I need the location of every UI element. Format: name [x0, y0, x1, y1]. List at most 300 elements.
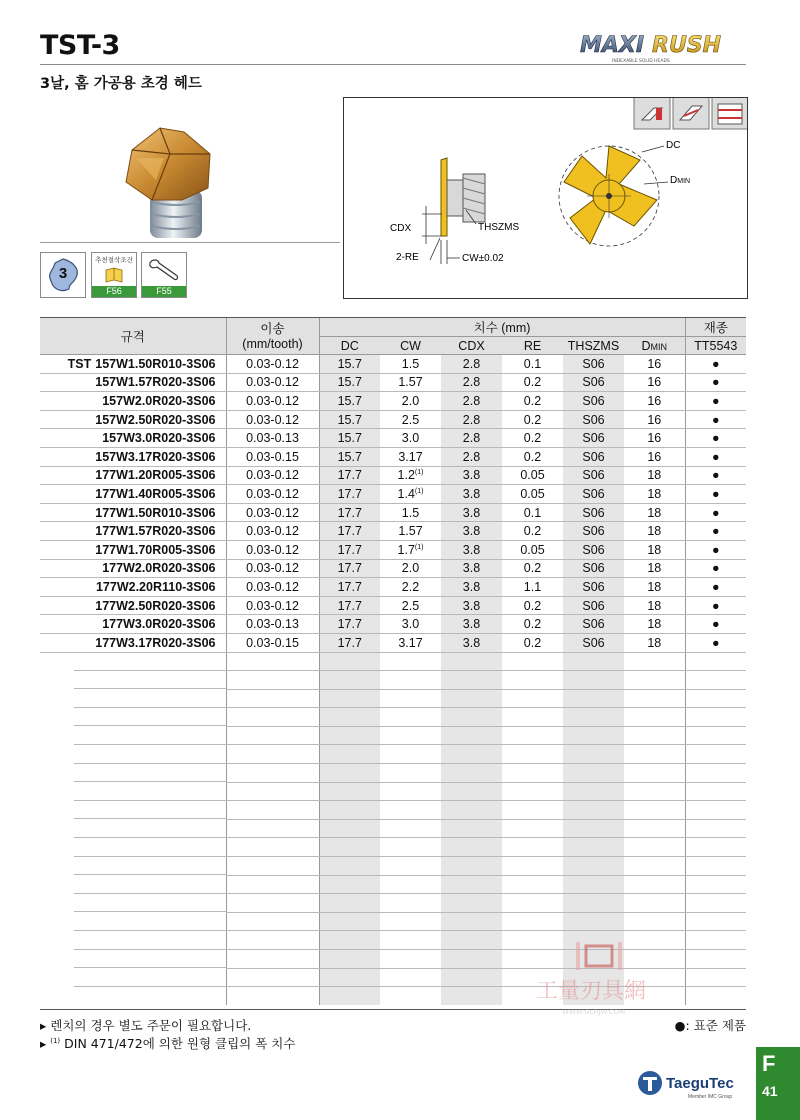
empty-cell — [563, 652, 624, 671]
empty-cell — [380, 708, 441, 727]
code-value: 157W1.57R020-3S06 — [95, 375, 216, 390]
cell-cw-value: 1.2 — [397, 468, 415, 483]
table-row — [40, 410, 746, 429]
empty-cell — [441, 782, 502, 801]
cell-thszms-value: S06 — [582, 524, 605, 539]
cell-dc-value: 17.7 — [337, 617, 362, 632]
cell-re-value: 0.05 — [520, 486, 545, 501]
empty-cell — [226, 894, 319, 913]
empty-row — [40, 652, 746, 671]
code-value: 157W2.0R020-3S06 — [102, 393, 216, 408]
cell-thszms-value: S06 — [582, 393, 605, 408]
code-value: 177W1.57R020-3S06 — [95, 524, 216, 539]
empty-cell — [441, 801, 502, 820]
empty-cell — [502, 838, 563, 857]
cell-dmin-value: 18 — [647, 598, 662, 613]
cell-standard-value: ● — [712, 524, 720, 539]
cell-cdx — [441, 410, 502, 429]
cell-dmin-value: 18 — [647, 468, 662, 483]
cell-code — [40, 633, 226, 652]
cell-dmin-value: 18 — [647, 486, 662, 501]
cell-re-value: 0.2 — [523, 375, 542, 390]
empty-cell — [685, 782, 746, 801]
cell-code — [40, 540, 226, 559]
empty-cell — [226, 931, 319, 950]
empty-cell — [319, 652, 380, 671]
cell-thszms-value: S06 — [582, 486, 605, 501]
cell-dmin — [624, 522, 685, 541]
empty-cell — [502, 745, 563, 764]
empty-row — [40, 708, 746, 727]
cell-feed-value: 0.03-0.15 — [246, 449, 299, 464]
cell-code — [40, 615, 226, 634]
empty-cell — [40, 819, 226, 838]
table-row — [40, 540, 746, 559]
cell-thszms-value: S06 — [582, 635, 605, 650]
cell-cdx — [441, 485, 502, 504]
empty-cell — [40, 726, 226, 745]
empty-cell — [226, 801, 319, 820]
header-cdx: CDX — [441, 337, 502, 355]
cell-thszms-value: S06 — [582, 542, 605, 557]
empty-cell — [319, 708, 380, 727]
taegutec-logo — [636, 1068, 744, 1102]
cell-cw-value: 3.17 — [398, 635, 423, 650]
empty-cell — [226, 689, 319, 708]
cell-standard — [685, 540, 746, 559]
cell-standard-value: ● — [712, 431, 720, 446]
cell-cw — [380, 447, 441, 466]
header-spec: 규격 — [40, 318, 226, 355]
page-number: 41 — [762, 1083, 778, 1099]
empty-cell — [624, 894, 685, 913]
code-value: 157W3.17R020-3S06 — [95, 449, 216, 464]
cell-dc — [319, 447, 380, 466]
side-view — [390, 158, 519, 264]
cell-feed — [226, 559, 319, 578]
code-value: 177W2.50R020-3S06 — [95, 598, 216, 613]
cell-cw-value: 2.2 — [401, 579, 420, 594]
empty-cell — [380, 726, 441, 745]
empty-cell — [441, 819, 502, 838]
cell-dc — [319, 466, 380, 485]
cell-cdx — [441, 503, 502, 522]
code-value: 177W1.50R010-3S06 — [95, 505, 216, 520]
empty-cell — [226, 968, 319, 987]
empty-cell — [380, 875, 441, 894]
empty-cell — [502, 708, 563, 727]
empty-cell — [563, 726, 624, 745]
empty-cell — [685, 838, 746, 857]
cell-dmin — [624, 447, 685, 466]
cell-cdx — [441, 633, 502, 652]
empty-cell — [40, 931, 226, 950]
cell-standard-value: ● — [712, 635, 720, 650]
cell-cdx — [441, 355, 502, 374]
cell-standard — [685, 485, 746, 504]
cell-thszms-value: S06 — [582, 505, 605, 520]
cutting-conditions-page: F56 — [92, 286, 136, 297]
empty-cell — [226, 726, 319, 745]
empty-cell — [685, 894, 746, 913]
empty-cell — [380, 652, 441, 671]
cell-cw — [380, 355, 441, 374]
label-re: 2-RE — [396, 252, 419, 263]
cell-cw — [380, 392, 441, 411]
cell-cw — [380, 485, 441, 504]
empty-cell — [441, 726, 502, 745]
empty-cell — [624, 819, 685, 838]
empty-cell — [226, 838, 319, 857]
cell-dc-value: 17.7 — [337, 579, 362, 594]
cell-feed — [226, 485, 319, 504]
cell-dmin — [624, 355, 685, 374]
label-thszms: THSZMS — [478, 222, 520, 233]
cell-thszms-value: S06 — [582, 375, 605, 390]
empty-row — [40, 726, 746, 745]
cell-cdx-value: 3.8 — [462, 635, 481, 650]
cell-thszms-value: S06 — [582, 617, 605, 632]
cell-standard-value: ● — [712, 375, 720, 390]
cell-feed-value: 0.03-0.12 — [246, 393, 299, 408]
cell-dmin-value: 18 — [647, 524, 662, 539]
cell-dc-value: 17.7 — [337, 542, 362, 557]
cell-feed-value: 0.03-0.12 — [246, 505, 299, 520]
empty-row — [40, 671, 746, 690]
cell-dc-value: 15.7 — [337, 431, 362, 446]
empty-cell — [441, 931, 502, 950]
table-row — [40, 578, 746, 597]
cell-cdx-value: 3.8 — [462, 524, 481, 539]
cell-dc — [319, 355, 380, 374]
empty-cell — [685, 968, 746, 987]
cell-feed-value: 0.03-0.12 — [246, 579, 299, 594]
empty-cell — [502, 819, 563, 838]
cell-dmin-value: 18 — [647, 579, 662, 594]
empty-cell — [563, 875, 624, 894]
empty-cell — [40, 689, 226, 708]
table-row — [40, 503, 746, 522]
cell-dmin — [624, 540, 685, 559]
empty-cell — [685, 912, 746, 931]
empty-cell — [563, 782, 624, 801]
cell-thszms-value: S06 — [582, 431, 605, 446]
cell-dmin — [624, 485, 685, 504]
cell-cdx-value: 2.8 — [462, 431, 481, 446]
empty-cell — [380, 987, 441, 1005]
empty-cell — [685, 857, 746, 876]
cell-thszms — [563, 633, 624, 652]
cell-dmin — [624, 615, 685, 634]
cw-footnote-ref: (1) — [414, 543, 424, 551]
cell-re-value: 0.1 — [523, 356, 542, 371]
empty-cell — [319, 819, 380, 838]
cell-dmin — [624, 373, 685, 392]
empty-cell — [441, 894, 502, 913]
cell-re-value: 1.1 — [523, 579, 542, 594]
cell-feed-value: 0.03-0.12 — [246, 468, 299, 483]
logo-rush: RUSH — [652, 33, 722, 58]
empty-cell — [563, 745, 624, 764]
cell-dc — [319, 596, 380, 615]
empty-cell — [624, 875, 685, 894]
note-wrench: ▸ 렌치의 경우 별도 주문이 필요합니다. — [40, 1018, 252, 1033]
cell-dmin-value: 16 — [647, 412, 662, 427]
table-row — [40, 392, 746, 411]
empty-row — [40, 894, 746, 913]
empty-cell — [40, 745, 226, 764]
cell-dmin — [624, 410, 685, 429]
empty-cell — [226, 652, 319, 671]
cell-dmin-value: 18 — [647, 561, 662, 576]
empty-cell — [319, 931, 380, 950]
empty-cell — [380, 894, 441, 913]
cell-cw — [380, 559, 441, 578]
cell-dc-value: 17.7 — [337, 635, 362, 650]
empty-cell — [502, 875, 563, 894]
product-photo — [112, 118, 222, 246]
code-value: 177W1.20R005-3S06 — [95, 468, 216, 483]
code-value: 177W1.40R005-3S06 — [95, 486, 216, 501]
cutting-conditions-icon[interactable] — [91, 252, 137, 298]
cell-standard-value: ● — [712, 579, 720, 594]
empty-cell — [40, 708, 226, 727]
cell-cdx — [441, 578, 502, 597]
cell-dmin-value: 18 — [647, 505, 662, 520]
cw-footnote-ref: (1) — [414, 487, 424, 495]
cell-dc-value: 15.7 — [337, 412, 362, 427]
table-row — [40, 522, 746, 541]
empty-cell — [40, 968, 226, 987]
cell-cdx — [441, 596, 502, 615]
cell-thszms — [563, 429, 624, 448]
cell-re — [502, 485, 563, 504]
note-din-text: DIN 471/472에 의한 원형 클립의 폭 치수 — [60, 1036, 296, 1051]
brand-sub: Member IMC Group — [688, 1094, 733, 1100]
cell-re — [502, 633, 563, 652]
cell-cw — [380, 410, 441, 429]
cell-code — [40, 485, 226, 504]
cell-standard — [685, 373, 746, 392]
note-din-sup: (1) — [50, 1036, 61, 1045]
cell-dc — [319, 578, 380, 597]
cell-standard — [685, 522, 746, 541]
empty-cell — [319, 912, 380, 931]
cell-feed-value: 0.03-0.12 — [246, 598, 299, 613]
cell-cw-value: 1.5 — [401, 505, 420, 520]
cell-thszms-value: S06 — [582, 449, 605, 464]
section-tab — [756, 1047, 800, 1120]
header-thszms: THSZMS — [563, 337, 624, 355]
watermark — [532, 940, 672, 1020]
label-dmin — [670, 175, 690, 186]
empty-cell — [380, 782, 441, 801]
cell-cw — [380, 429, 441, 448]
cell-re — [502, 522, 563, 541]
empty-cell — [441, 950, 502, 969]
table-body — [40, 355, 746, 1005]
cell-cdx-value: 3.8 — [462, 598, 481, 613]
cell-re — [502, 596, 563, 615]
cell-dc — [319, 615, 380, 634]
cell-dmin-value: 16 — [647, 375, 662, 390]
cell-thszms — [563, 485, 624, 504]
cell-standard — [685, 559, 746, 578]
label-dmin-sub: MIN — [677, 178, 691, 185]
cell-dmin — [624, 466, 685, 485]
empty-cell — [226, 875, 319, 894]
cell-dc — [319, 373, 380, 392]
cell-code — [40, 559, 226, 578]
cell-thszms — [563, 410, 624, 429]
cell-standard — [685, 503, 746, 522]
cell-dc — [319, 540, 380, 559]
cell-thszms — [563, 373, 624, 392]
empty-cell — [685, 931, 746, 950]
cell-thszms-value: S06 — [582, 561, 605, 576]
cell-feed — [226, 633, 319, 652]
cell-dmin-value: 16 — [647, 393, 662, 408]
cell-dc-value: 15.7 — [337, 375, 362, 390]
cell-code — [40, 596, 226, 615]
empty-cell — [319, 726, 380, 745]
empty-cell — [441, 708, 502, 727]
cell-feed-value: 0.03-0.12 — [246, 486, 299, 501]
empty-cell — [319, 671, 380, 690]
table-row — [40, 485, 746, 504]
cell-standard-value: ● — [712, 598, 720, 613]
empty-cell — [319, 968, 380, 987]
empty-cell — [624, 857, 685, 876]
cell-re-value: 0.2 — [523, 431, 542, 446]
table-row — [40, 466, 746, 485]
empty-cell — [226, 950, 319, 969]
cell-dmin — [624, 559, 685, 578]
table-row — [40, 596, 746, 615]
empty-cell — [40, 912, 226, 931]
empty-cell — [563, 819, 624, 838]
cell-dmin — [624, 392, 685, 411]
cell-cdx-value: 2.8 — [462, 449, 481, 464]
empty-cell — [563, 912, 624, 931]
cell-feed-value: 0.03-0.12 — [246, 542, 299, 557]
cell-re — [502, 355, 563, 374]
cell-thszms — [563, 522, 624, 541]
empty-cell — [40, 782, 226, 801]
cell-re-value: 0.2 — [523, 393, 542, 408]
table-row — [40, 373, 746, 392]
cell-thszms — [563, 466, 624, 485]
cell-feed-value: 0.03-0.15 — [246, 635, 299, 650]
empty-cell — [502, 726, 563, 745]
code-prefix: TST — [67, 356, 92, 371]
cell-cdx — [441, 429, 502, 448]
cell-re — [502, 373, 563, 392]
cell-standard — [685, 596, 746, 615]
header-dc: DC — [319, 337, 380, 355]
empty-cell — [226, 764, 319, 783]
empty-cell — [502, 857, 563, 876]
code-value: 177W1.70R005-3S06 — [95, 542, 216, 557]
cell-cw-value: 2.5 — [401, 598, 420, 613]
empty-cell — [441, 912, 502, 931]
cell-cdx-value: 2.8 — [462, 412, 481, 427]
cell-cw-value: 3.0 — [401, 431, 420, 446]
table-row — [40, 559, 746, 578]
empty-cell — [563, 764, 624, 783]
label-dmin-main: D — [670, 175, 678, 186]
cell-standard-value: ● — [712, 542, 720, 557]
cell-re — [502, 410, 563, 429]
empty-cell — [226, 987, 319, 1005]
cell-dc-value: 17.7 — [337, 468, 362, 483]
cell-re — [502, 429, 563, 448]
cell-dc-value: 17.7 — [337, 524, 362, 539]
empty-row — [40, 838, 746, 857]
cell-feed — [226, 355, 319, 374]
cell-standard-value: ● — [712, 561, 720, 576]
cell-cdx — [441, 559, 502, 578]
cell-feed — [226, 522, 319, 541]
cell-dc-value: 17.7 — [337, 561, 362, 576]
empty-cell — [624, 671, 685, 690]
empty-cell — [380, 838, 441, 857]
empty-cell — [502, 894, 563, 913]
header-dmin-main: D — [641, 338, 651, 353]
cell-cw — [380, 540, 441, 559]
code-value: 177W2.20R110-3S06 — [95, 579, 216, 594]
cell-dmin — [624, 503, 685, 522]
empty-cell — [380, 745, 441, 764]
empty-cell — [502, 782, 563, 801]
header-feed: 이송 — [226, 318, 319, 337]
cell-code — [40, 466, 226, 485]
cell-standard — [685, 429, 746, 448]
cell-standard — [685, 466, 746, 485]
cell-standard-value: ● — [712, 393, 720, 408]
empty-cell — [624, 726, 685, 745]
cell-cdx-value: 3.8 — [462, 561, 481, 576]
cell-re-value: 0.2 — [523, 617, 542, 632]
cell-dc — [319, 559, 380, 578]
empty-cell — [40, 875, 226, 894]
empty-cell — [319, 875, 380, 894]
empty-cell — [40, 950, 226, 969]
cell-standard-value: ● — [712, 505, 720, 520]
cell-dmin — [624, 596, 685, 615]
cell-cdx — [441, 615, 502, 634]
cell-dmin-value: 16 — [647, 356, 662, 371]
cell-dc — [319, 485, 380, 504]
cell-code — [40, 503, 226, 522]
empty-cell — [380, 671, 441, 690]
empty-cell — [380, 764, 441, 783]
empty-cell — [40, 838, 226, 857]
empty-cell — [685, 801, 746, 820]
cell-dmin-value: 16 — [647, 449, 662, 464]
empty-cell — [380, 912, 441, 931]
empty-cell — [685, 987, 746, 1005]
cell-re — [502, 503, 563, 522]
empty-cell — [685, 671, 746, 690]
header-cw: CW — [380, 337, 441, 355]
empty-cell — [685, 689, 746, 708]
cell-thszms — [563, 559, 624, 578]
cell-standard-value: ● — [712, 356, 720, 371]
empty-cell — [502, 671, 563, 690]
header-dmin-sub: MIN — [650, 341, 668, 352]
wrench-icon-box[interactable] — [141, 252, 187, 298]
